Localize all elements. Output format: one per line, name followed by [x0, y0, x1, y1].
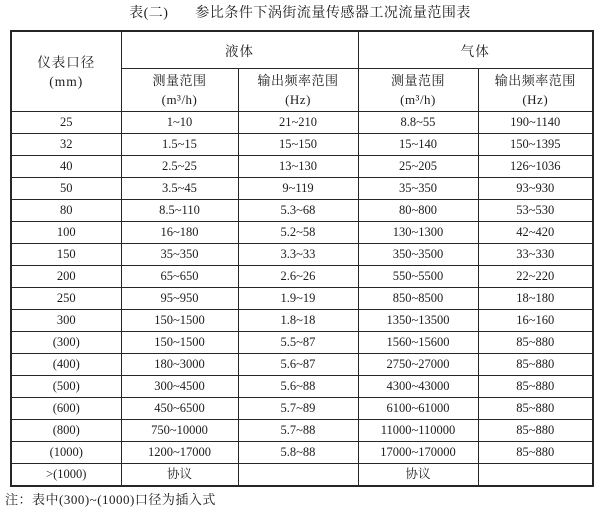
liquid-freq-cell: 5.6~88	[238, 376, 358, 398]
table-row	[11, 464, 593, 487]
gas-freq-cell: 16~160	[478, 310, 593, 332]
header-liquid-freq	[238, 69, 358, 112]
liquid-freq-cell: 13~130	[238, 156, 358, 178]
gas-range-cell: 850~8500	[358, 288, 478, 310]
gas-freq-cell: 53~530	[478, 200, 593, 222]
gas-freq-cell: 22~220	[478, 266, 593, 288]
gas-freq-cell: 85~880	[478, 442, 593, 464]
liquid-range-cell: 300~4500	[121, 376, 238, 398]
liquid-freq-cell: 1.8~18	[238, 310, 358, 332]
table-row	[11, 156, 593, 178]
diameter-cell: 200	[11, 266, 121, 288]
table-title	[0, 0, 600, 22]
diameter-cell: (1000)	[11, 442, 121, 464]
table-row	[11, 222, 593, 244]
gas-freq-cell: 85~880	[478, 398, 593, 420]
table-row	[11, 112, 593, 134]
liquid-freq-cell: 1.9~19	[238, 288, 358, 310]
diameter-cell: 150	[11, 244, 121, 266]
table-row	[11, 354, 593, 376]
liquid-freq-cell	[238, 464, 358, 487]
table-row	[11, 200, 593, 222]
liquid-freq-cell: 5.7~88	[238, 420, 358, 442]
diameter-cell: (400)	[11, 354, 121, 376]
flow-range-table	[10, 30, 594, 487]
liquid-range-cell: 3.5~45	[121, 178, 238, 200]
diameter-cell: (600)	[11, 398, 121, 420]
diameter-cell: 50	[11, 178, 121, 200]
gas-freq-cell: 18~180	[478, 288, 593, 310]
gas-freq-cell: 93~930	[478, 178, 593, 200]
gas-range-cell: 1560~15600	[358, 332, 478, 354]
gas-range-cell: 130~1300	[358, 222, 478, 244]
liquid-freq-cell: 5.5~87	[238, 332, 358, 354]
header-diameter-label: 仪表口径	[37, 54, 96, 70]
diameter-cell: 32	[11, 134, 121, 156]
gas-range-cell: 350~3500	[358, 244, 478, 266]
header-liquid-freq-label: 输出频率范围	[257, 73, 339, 88]
liquid-range-cell: 1.5~15	[121, 134, 238, 156]
gas-freq-cell: 85~880	[478, 354, 593, 376]
liquid-freq-cell: 2.6~26	[238, 266, 358, 288]
gas-range-cell: 8.8~55	[358, 112, 478, 134]
liquid-freq-cell: 9~119	[238, 178, 358, 200]
gas-range-cell: 11000~110000	[358, 420, 478, 442]
gas-range-cell: 2750~27000	[358, 354, 478, 376]
liquid-range-cell: 2.5~25	[121, 156, 238, 178]
liquid-range-cell: 180~3000	[121, 354, 238, 376]
table-row	[11, 134, 593, 156]
gas-freq-cell: 85~880	[478, 376, 593, 398]
header-liquid-range	[121, 69, 238, 112]
header-liquid-range-label: 测量范围	[152, 73, 207, 88]
header-liquid-range-unit: (m³/h)	[161, 92, 198, 107]
diameter-cell: 80	[11, 200, 121, 222]
liquid-range-cell: 8.5~110	[121, 200, 238, 222]
header-gas-range-unit: (m³/h)	[400, 92, 436, 107]
diameter-cell: 25	[11, 112, 121, 134]
gas-freq-cell: 150~1395	[478, 134, 593, 156]
gas-freq-cell: 85~880	[478, 420, 593, 442]
table-row	[11, 266, 593, 288]
header-gas-freq	[478, 69, 593, 112]
liquid-range-cell: 95~950	[121, 288, 238, 310]
diameter-cell: 300	[11, 310, 121, 332]
header-group-liquid: 液体	[121, 31, 358, 69]
table-row	[11, 398, 593, 420]
gas-freq-cell: 33~330	[478, 244, 593, 266]
table-row	[11, 244, 593, 266]
gas-range-cell: 17000~170000	[358, 442, 478, 464]
liquid-freq-cell: 3.3~33	[238, 244, 358, 266]
diameter-cell: (500)	[11, 376, 121, 398]
liquid-freq-cell: 5.2~58	[238, 222, 358, 244]
table-number: 表(二)	[129, 6, 169, 21]
liquid-freq-cell: 5.7~89	[238, 398, 358, 420]
header-gas-freq-unit: (Hz)	[522, 92, 549, 107]
liquid-range-cell: 750~10000	[121, 420, 238, 442]
gas-range-cell: 15~140	[358, 134, 478, 156]
diameter-cell: (800)	[11, 420, 121, 442]
table-body	[11, 112, 593, 487]
diameter-cell: 250	[11, 288, 121, 310]
diameter-cell: 100	[11, 222, 121, 244]
gas-freq-cell: 190~1140	[478, 112, 593, 134]
gas-range-cell: 协议	[358, 464, 478, 487]
gas-freq-cell	[478, 464, 593, 487]
gas-range-cell: 80~800	[358, 200, 478, 222]
header-diameter-unit: (mm)	[49, 73, 84, 89]
table-row	[11, 376, 593, 398]
diameter-cell: >(1000)	[11, 464, 121, 487]
header-group-gas: 气体	[358, 31, 593, 69]
table-row	[11, 420, 593, 442]
liquid-freq-cell: 5.8~88	[238, 442, 358, 464]
liquid-freq-cell: 21~210	[238, 112, 358, 134]
liquid-range-cell: 1200~17000	[121, 442, 238, 464]
liquid-range-cell: 450~6500	[121, 398, 238, 420]
gas-range-cell: 35~350	[358, 178, 478, 200]
header-liquid-freq-unit: (Hz)	[285, 92, 311, 107]
header-gas-range	[358, 69, 478, 112]
table-row	[11, 442, 593, 464]
liquid-freq-cell: 15~150	[238, 134, 358, 156]
header-gas-freq-label: 输出频率范围	[494, 73, 576, 88]
liquid-range-cell: 35~350	[121, 244, 238, 266]
header-gas-range-label: 测量范围	[390, 73, 445, 88]
table-row	[11, 288, 593, 310]
table-caption: 参比条件下涡街流量传感器工况流量范围表	[195, 6, 471, 21]
table-row	[11, 310, 593, 332]
gas-freq-cell: 42~420	[478, 222, 593, 244]
liquid-range-cell: 协议	[121, 464, 238, 487]
diameter-cell: 40	[11, 156, 121, 178]
header-diameter	[11, 31, 121, 112]
liquid-range-cell: 16~180	[121, 222, 238, 244]
footnote: 注：表中(300)~(1000)口径为插入式	[5, 492, 216, 507]
liquid-freq-cell: 5.6~87	[238, 354, 358, 376]
table-row	[11, 178, 593, 200]
gas-range-cell: 4300~43000	[358, 376, 478, 398]
gas-range-cell: 25~205	[358, 156, 478, 178]
liquid-range-cell: 150~1500	[121, 310, 238, 332]
liquid-range-cell: 1~10	[121, 112, 238, 134]
liquid-freq-cell: 5.3~68	[238, 200, 358, 222]
gas-range-cell: 1350~13500	[358, 310, 478, 332]
gas-freq-cell: 85~880	[478, 332, 593, 354]
gas-freq-cell: 126~1036	[478, 156, 593, 178]
gas-range-cell: 6100~61000	[358, 398, 478, 420]
liquid-range-cell: 65~650	[121, 266, 238, 288]
liquid-range-cell: 150~1500	[121, 332, 238, 354]
diameter-cell: (300)	[11, 332, 121, 354]
gas-range-cell: 550~5500	[358, 266, 478, 288]
table-row	[11, 332, 593, 354]
